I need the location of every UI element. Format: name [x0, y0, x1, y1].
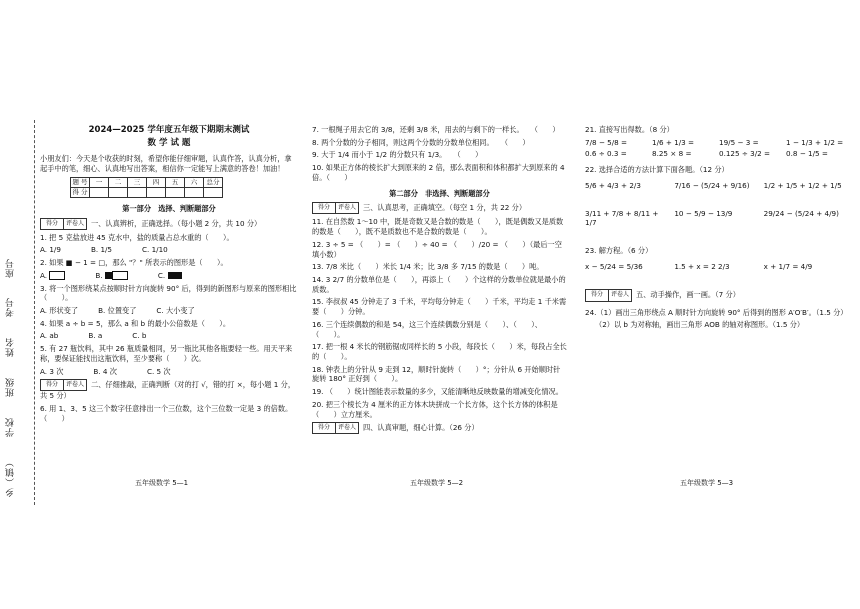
- math-item: 29/24 − (5/24 + 4/9): [763, 208, 839, 218]
- rater-grader: 评卷人: [64, 380, 87, 391]
- question-23: 23. 解方程。（6 分）: [585, 246, 653, 256]
- rater-box: [40, 218, 87, 230]
- rater-box: [585, 289, 632, 301]
- intro-text: 小朋友们：今天是个收获的时刻，希望你能仔细审题，认真作答，认真分析，拿起手中的笔，细心、认真地写出答案，相信你一定能写上满意的答卷！加油！: [40, 153, 292, 173]
- rater-grader: 评卷人: [64, 218, 87, 229]
- score-table: [70, 177, 223, 198]
- score-cell: 总分: [204, 178, 223, 188]
- math-item: 5/6 + 4/3 + 2/3: [585, 180, 641, 190]
- score-cell: 六: [185, 178, 204, 188]
- rater-score: 得分: [41, 380, 64, 391]
- option[interactable]: C.: [158, 271, 182, 281]
- square-shape-icon: [49, 271, 65, 280]
- question-16: 16. 三个连续偶数的和是 54，这三个连续偶数分别是（ ）、（ ）、（ ）。: [312, 319, 542, 339]
- score-cell: 一: [90, 178, 109, 188]
- option[interactable]: A. ab: [40, 331, 59, 341]
- gutter-school: 学校: [6, 417, 16, 438]
- option[interactable]: B. 1/5: [90, 245, 113, 255]
- score-cell: 五: [166, 178, 185, 188]
- binding-margin: [4, 120, 26, 505]
- question-13: 13. 7/8 米比（ ）米长 1/4 米；比 3/8 多 7/15 的数是（ ）吨。: [312, 262, 544, 272]
- question-5: 5. 有 27 瓶饮料，其中 26 瓶质量相同，另一瓶比其他各瓶要轻一些。用天平来称，要保证能找出这瓶饮料，至少要称（ ）次。: [40, 344, 293, 363]
- question-10: 10. 如果正方体的棱长扩大到原来的 2 倍，那么表面积和体积都扩大到原来的 4 倍。（ ）: [312, 163, 565, 182]
- option[interactable]: C. 1/10: [142, 245, 168, 255]
- part-one-heading: 第一部分 选择、判断题部分: [122, 203, 216, 213]
- rater-grader: 评卷人: [336, 203, 359, 214]
- rater-grader: 评卷人: [609, 290, 632, 301]
- question-19: 19. （ ）统计图能表示数量的多少，又能清晰地反映数量的增减变化情况。: [312, 387, 563, 397]
- option[interactable]: B. 位置变了: [98, 306, 137, 316]
- score-cell[interactable]: [109, 188, 128, 198]
- score-cell[interactable]: [147, 188, 166, 198]
- question-24a: 24.（1）画出三角形绕点 A 顺时针方向旋转 90° 后得到的图形 A′O′B′。（1.5 分）: [585, 307, 848, 317]
- equation-grid: [585, 262, 847, 272]
- math-item: x − 5/24 = 5/36: [585, 261, 643, 271]
- page-footer-3: 五年级数学 5—3: [680, 479, 734, 487]
- gutter-township: 乡（镇）: [6, 457, 16, 497]
- rater-box: [312, 422, 359, 434]
- question-3: 3. 将一个图形绕某点按顺时针方向旋转 90° 后，得到的新图形与原来的图形相比（ ）。: [40, 283, 297, 303]
- exam-subtitle: 数 学 试 题: [147, 138, 191, 149]
- score-cell: 题 号: [72, 178, 88, 187]
- math-item: 7/16 − (5/24 + 9/16): [674, 180, 750, 190]
- question-11: 11. 在自然数 1～10 中，既是奇数又是合数的数是（ ），既是偶数又是质数的数是（ ），既不是质数也不是合数的数是（ ）。: [312, 217, 564, 237]
- score-cell[interactable]: [204, 188, 223, 198]
- calc-grid-row-2: [585, 209, 847, 228]
- math-item: x + 1/7 = 4/9: [763, 261, 813, 271]
- question-1: 1. 把 5 克盐放进 45 克水中，盐的质量占总水重的（ ）。: [40, 232, 234, 242]
- math-item: 0.8 − 1/5 =: [786, 149, 828, 159]
- section-3-heading: 三、认真思考，正确填空。（每空 1 分，共 22 分）: [363, 203, 527, 213]
- section-4-heading: 四、认真审题，细心计算。（26 分）: [363, 423, 479, 433]
- rater-score: 得分: [586, 290, 609, 301]
- rater-score: 得分: [313, 203, 336, 214]
- question-12: 12. 3 ÷ 5 = （ ）= （ ）÷ 40 = （ ）/20 = （ ）（最后一空填小数）: [312, 239, 562, 259]
- score-cell[interactable]: [90, 188, 109, 198]
- math-item: 19/5 − 3 =: [719, 137, 759, 147]
- math-item: 1/6 + 1/3 =: [652, 137, 695, 147]
- question-20: 20. 把三个棱长为 4 厘米的正方体木块拼成一个长方体，这个长方体的体积是（ ）立方厘米。: [312, 399, 558, 419]
- score-cell[interactable]: [185, 188, 204, 198]
- page-column-2: [312, 125, 567, 437]
- exam-title: 2024—2025 学年度五年级下期期末测试: [88, 125, 250, 135]
- page-footer-2: 五年级数学 5—2: [410, 479, 464, 487]
- page-column-3: [585, 125, 847, 333]
- page-footer-1: 五年级数学 5—1: [135, 479, 189, 487]
- score-cell[interactable]: [128, 188, 147, 198]
- math-item: 10 − 5/9 − 13/9: [674, 208, 733, 218]
- question-18: 18. 钟表上的分针从 9 走到 12，顺时针旋转（ ）°；分针从 6 开始顺时针旋转 180° 正好到（ ）。: [312, 364, 561, 384]
- option[interactable]: A.: [40, 271, 65, 281]
- option[interactable]: C. b: [132, 331, 147, 341]
- math-item: 0.6 ÷ 0.3 =: [585, 149, 627, 159]
- option[interactable]: B. a: [88, 331, 103, 341]
- math-item: 3/11 + 7/8 + 8/11 + 1/7: [585, 208, 659, 228]
- rater-box: [40, 379, 87, 391]
- math-item: 8.25 × 8 =: [652, 149, 692, 159]
- option[interactable]: A. 形状变了: [40, 306, 79, 316]
- math-item: 0.125 ÷ 3/2 =: [719, 149, 771, 159]
- question-8: 8. 两个分数的分子相同，则这两个分数的分数单位相同。 （ ）: [312, 137, 530, 147]
- square-shape-icon: [112, 271, 128, 280]
- question-7: 7. 一根绳子用去它的 3/8，还剩 3/8 米，用去的与剩下的一样长。 （ ）: [312, 125, 560, 134]
- rater-grader: 评卷人: [336, 423, 359, 434]
- section-1-heading: 一、认真辨析，正确选择。（每小题 2 分，共 10 分）: [91, 218, 262, 228]
- math-item: 1.5 + x = 2 2/3: [674, 261, 730, 271]
- score-cell: 三: [128, 178, 147, 188]
- gutter-name: 姓名: [6, 337, 16, 358]
- calc-grid-row-1: [585, 181, 847, 191]
- part-two-heading: 第二部分 非选择、判断题部分: [389, 188, 490, 198]
- option[interactable]: A. 1/9: [40, 245, 61, 255]
- question-2: 2. 如果 ■ − 1 = □，那么 "？" 所表示的图形是（ ）。: [40, 258, 228, 268]
- square-shape-icon: [168, 272, 182, 279]
- page-column-1: [40, 125, 298, 427]
- option[interactable]: B.: [95, 271, 128, 281]
- gutter-class: 班级: [6, 377, 16, 398]
- section-2-heading: 二、仔细推敲，正确判断（对的打 √，错的打 ×，每小题 1 分，共 5 分）: [40, 380, 296, 401]
- section-5-heading: 五、动手操作，画一画。（7 分）: [636, 290, 740, 300]
- math-item: 1/2 + 1/5 + 1/2 + 1/5: [763, 180, 842, 190]
- question-17: 17. 把一根 4 米长的钢筋锯成同样长的 5 小段，每段长（ ）米，每段占全长的（ ）。: [312, 342, 567, 362]
- option[interactable]: A. 3 次: [40, 366, 64, 376]
- score-cell[interactable]: [166, 188, 185, 198]
- score-cell: 四: [147, 178, 166, 188]
- question-15: 15. 李叔叔 45 分钟走了 3 千米，平均每分钟走（ ）千米，平均走 1 千米需要（ ）分钟。: [312, 297, 567, 317]
- mental-math-grid: [585, 138, 847, 159]
- question-4: 4. 如果 a ÷ b = 5，那么 a 和 b 的最小公倍数是（ ）。: [40, 318, 231, 328]
- question-6: 6. 用 1、3、5 这三个数字任意排出一个三位数，这个三位数一定是 3 的倍数。（ ）: [40, 404, 293, 423]
- seal-line: [34, 120, 35, 505]
- score-cell: 二: [109, 178, 128, 188]
- score-cell: 得 分: [72, 188, 88, 197]
- rater-score: 得分: [313, 423, 336, 434]
- question-22: 22. 选择合适的方法计算下面各题。（12 分）: [585, 165, 729, 175]
- question-14: 14. 3 2/7 的分数单位是（ ），再添上（ ）个这样的分数单位就是最小的质数。: [312, 275, 566, 294]
- option[interactable]: C. 5 次: [146, 366, 171, 376]
- option[interactable]: C. 大小变了: [156, 306, 195, 316]
- square-shape-icon: [105, 272, 112, 279]
- question-21: 21. 直接写出得数。（8 分）: [585, 125, 674, 134]
- rater-score: 得分: [41, 218, 64, 229]
- math-item: 7/8 − 5/8 =: [585, 137, 628, 147]
- gutter-exam-no: 考号: [6, 297, 16, 318]
- question-9: 9. 大于 1/4 而小于 1/2 的分数只有 1/3。 （ ）: [312, 150, 483, 160]
- rater-box: [312, 202, 359, 214]
- option[interactable]: B. 4 次: [93, 366, 117, 376]
- gutter-seat-no: 座号: [6, 257, 16, 278]
- question-24b: （2）以 b 为对称轴，画出三角形 AOB 的轴对称图形。（1.5 分）: [595, 320, 805, 330]
- math-item: 1 − 1/3 + 1/2 =: [786, 137, 844, 147]
